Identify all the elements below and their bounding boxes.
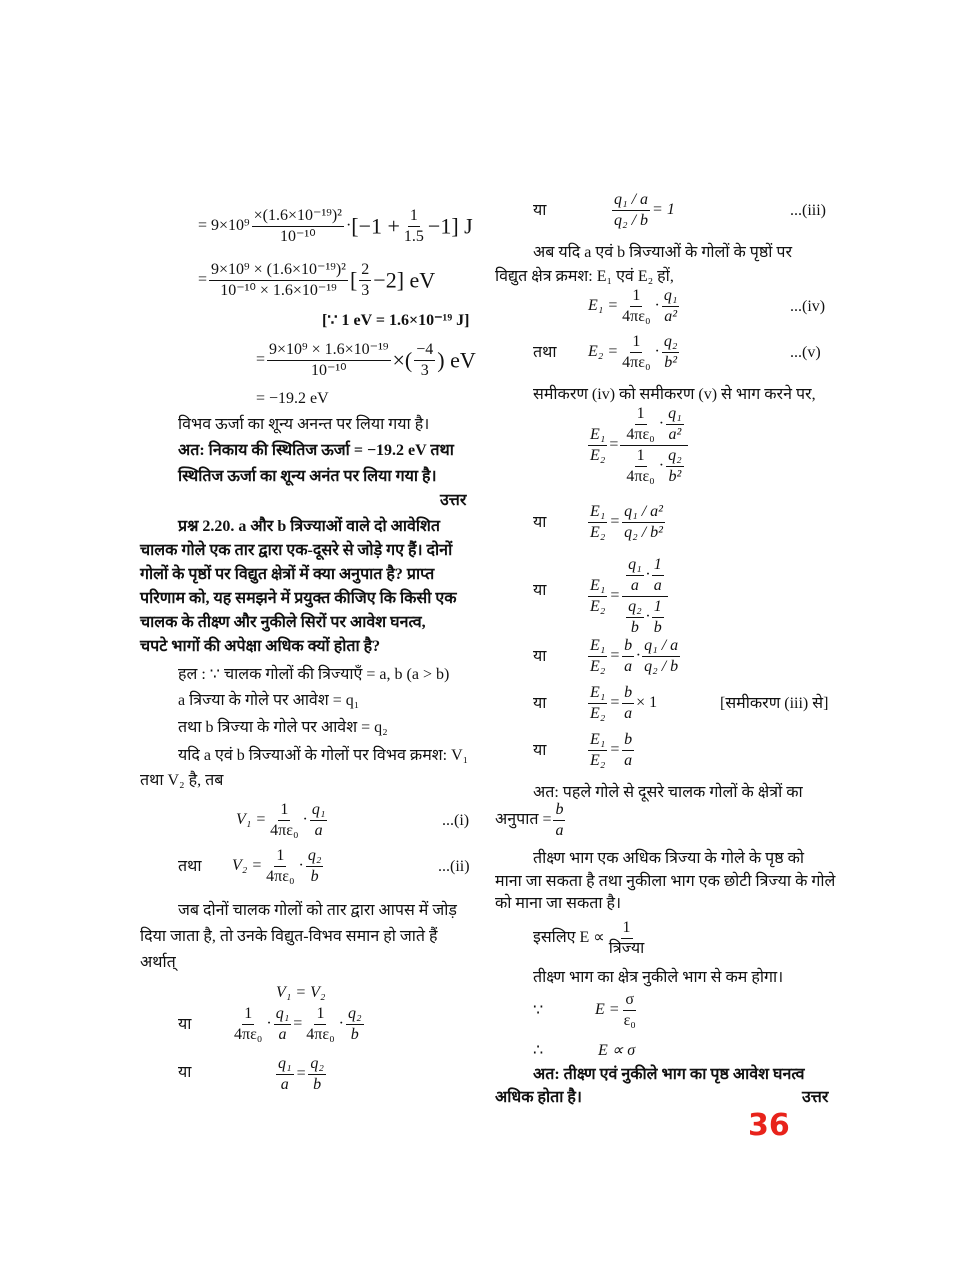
text-line: दिया जाता है, तो उनके विद्युत-विभव समान हो जाते हैं bbox=[140, 928, 438, 945]
equation-i: V₁ = $\frac{1}{\text{4πε₀}}$ · $\frac{\text{q₁}}{a}$ bbox=[236, 801, 326, 839]
answer-label: उत्तर bbox=[802, 1089, 829, 1106]
equation-prefix: या bbox=[533, 514, 547, 531]
equation-prefix: या bbox=[533, 582, 547, 599]
equation-ii: V₂ = $\frac{1}{\text{4πε₀}}$ · $\frac{\text{q₂}}{b}$ bbox=[232, 847, 322, 885]
equation-line: $\frac{\text{E₁}}{\text{E₂}}$ = $\frac{b}{a}$ bbox=[590, 731, 633, 769]
equation-tag: ...(iii) bbox=[790, 202, 826, 219]
text-line: अधिक होता है। bbox=[495, 1089, 582, 1106]
equation-tag: ...(iv) bbox=[790, 298, 826, 315]
equation-line: $\frac{\text{E₁}}{\text{E₂}}$ = $\frac{1}{\text{4πε₀}}$ · $\frac{\text{q₁}}{\text{a²}}$ $\frac{1}{\text{4πε₀}}$ · $\frac{\text{q₂}}{\text{b²}}$ bbox=[586, 404, 690, 487]
equation-line: $\frac{1}{\text{4πε₀}}$ · $\frac{\text{q₁}}{a}$ = $\frac{1}{\text{4πε₀}}$ · $\frac{\text{q₂}}{b}$ bbox=[234, 1005, 362, 1043]
equation-iv: E₁ = $\frac{1}{\text{4πε₀}}$ · $\frac{\text{q₁}}{\text{a²}}$ bbox=[588, 287, 678, 325]
equation-prefix: ∴ bbox=[533, 1042, 544, 1059]
equation-line: $\frac{\text{E₁}}{\text{E₂}}$ = $\frac{\text{q₁ / a²}}{\text{q₂ / b²}}$ bbox=[590, 503, 663, 541]
equation-prefix: तथा bbox=[178, 858, 202, 875]
text-line: अब यदि a एवं b त्रिज्याओं के गोलों के पृष्ठों पर bbox=[533, 244, 793, 261]
equation-v: E₂ = $\frac{1}{\text{4πε₀}}$ · $\frac{\text{q₂}}{\text{b²}}$ bbox=[588, 333, 678, 371]
answer-label: उत्तर bbox=[440, 492, 467, 509]
equation-line: = $\frac{\text{9×10⁹ × 1.6×10⁻¹⁹}}{\text{10⁻¹⁰}}$ ×( $\frac{-4}{3}$ ) eV bbox=[256, 341, 476, 379]
equation-reference: [समीकरण (iii) से] bbox=[720, 695, 829, 712]
solution-line: तथा V₂ है, तब bbox=[140, 772, 224, 789]
equation-line: = 9×10⁹ $\frac{\text{×(1.6×10⁻¹⁹)²}}{\text{10⁻¹⁰}}$ ·[−1 + $\frac{1}{1.5}$ −1] J bbox=[198, 207, 473, 245]
text-line: समीकरण (iv) को समीकरण (v) से भाग करने पर, bbox=[533, 386, 816, 403]
text-line: अर्थात् bbox=[140, 954, 176, 971]
text-line: तीक्ष्ण भाग का क्षेत्र नुकीले भाग से कम होगा। bbox=[533, 969, 784, 986]
question-line: चालक गोले एक तार द्वारा एक-दूसरे से जोड़े गए हैं। दोनों bbox=[140, 542, 453, 559]
equation-prefix: तथा bbox=[533, 344, 557, 361]
equation-prefix: या bbox=[178, 1016, 192, 1033]
solution-line: a त्रिज्या के गोले पर आवेश = q₁ bbox=[178, 692, 360, 709]
equation-tag: ...(ii) bbox=[438, 858, 470, 875]
text-line: स्थितिज ऊर्जा का शून्य अनंत पर लिया गया है। bbox=[178, 468, 437, 485]
equation-line: E = $\frac{\sigma}{\text{ε₀}}$ bbox=[595, 991, 636, 1029]
page-number: 36 bbox=[748, 1108, 790, 1143]
text-line: तीक्ष्ण भाग एक अधिक त्रिज्या के गोले के पृष्ठ को bbox=[533, 850, 805, 867]
equation-prefix: या bbox=[533, 648, 547, 665]
equation-line: $\frac{\text{E₁}}{\text{E₂}}$ = $\frac{\text{q₁}}{a}$ · $\frac{1}{a}$ $\frac{\text{q₂}}{b}$ · $\frac{1}{b}$ bbox=[586, 555, 670, 638]
solution-line: हल : ∵ चालक गोलों की त्रिज्याएँ = a, b (a > b) bbox=[178, 666, 450, 683]
equation-line: = −19.2 eV bbox=[256, 390, 329, 407]
text-line: अनुपात = $\frac{b}{a}$ bbox=[495, 801, 564, 839]
equation-prefix: या bbox=[178, 1064, 192, 1081]
text-line: इसलिए E ∝ $\frac{1}{\text{त्रिज्या}}$ bbox=[533, 919, 645, 957]
equation-line: $\frac{\text{q₁}}{a}$ = $\frac{\text{q₂}}{b}$ bbox=[278, 1055, 324, 1093]
equation-tag: ...(v) bbox=[790, 344, 821, 361]
text-line: जब दोनों चालक गोलों को तार द्वारा आपस में जोड़ bbox=[178, 902, 457, 919]
equation-line: E ∝ σ bbox=[598, 1042, 636, 1059]
text-line: को माना जा सकता है। bbox=[495, 895, 622, 912]
equation-line: V₁ = V₂ bbox=[276, 984, 326, 1001]
equation-line: = $\frac{\text{9×10⁹ × (1.6×10⁻¹⁹)²}}{\text{10⁻¹⁰ × 1.6×10⁻¹⁹}}$ [ $\frac{2}{3}$ −2] eV bbox=[198, 261, 436, 299]
equation-tag: ...(i) bbox=[442, 812, 470, 829]
question-line: गोलों के पृष्ठों पर विद्युत क्षेत्रों में क्या अनुपात है? प्राप्त bbox=[140, 566, 435, 583]
text-line: माना जा सकता है तथा नुकीला भाग एक छोटी त्रिज्या के गोले bbox=[495, 873, 836, 890]
equation-prefix: या bbox=[533, 695, 547, 712]
solution-line: यदि a एवं b त्रिज्याओं के गोलों पर विभव क्रमश: V₁ bbox=[178, 747, 469, 764]
equation-note: [∵ 1 eV = 1.6×10⁻¹⁹ J] bbox=[322, 312, 470, 329]
equation-iii: $\frac{\text{q₁ / a}}{\text{q₂ / b}}$ = 1 bbox=[614, 191, 675, 229]
solution-line: तथा b त्रिज्या के गोले पर आवेश = q₂ bbox=[178, 719, 388, 736]
equation-prefix: या bbox=[533, 202, 547, 219]
equation-prefix: ∵ bbox=[533, 1002, 544, 1019]
equation-prefix: या bbox=[533, 742, 547, 759]
question-line: प्रश्न 2.20. a और b त्रिज्याओं वाले दो आवेशित bbox=[178, 518, 441, 535]
text-line: अत: पहले गोले से दूसरे चालक गोलों के क्षेत्रों का bbox=[533, 784, 803, 801]
text-line: अत: तीक्ष्ण एवं नुकीले भाग का पृष्ठ आवेश घनत्व bbox=[533, 1066, 805, 1083]
question-line: चपटे भागों की अपेक्षा अधिक क्यों होता है? bbox=[140, 638, 381, 655]
equation-line: $\frac{\text{E₁}}{\text{E₂}}$ = $\frac{b}{a}$ · $\frac{\text{q₁ / a}}{\text{q₂ / b}}$ bbox=[590, 637, 679, 675]
equation-line: $\frac{\text{E₁}}{\text{E₂}}$ = $\frac{b}{a}$ × 1 bbox=[590, 684, 658, 722]
question-line: परिणाम को, यह समझने में प्रयुक्त कीजिए कि किसी एक bbox=[140, 590, 457, 607]
text-line: अत: निकाय की स्थितिज ऊर्जा = −19.2 eV तथा bbox=[178, 442, 454, 459]
text-line: विद्युत क्षेत्र क्रमश: E₁ एवं E₂ हों, bbox=[495, 268, 674, 285]
question-line: चालक के तीक्ष्ण और नुकीले सिरों पर आवेश घनत्व, bbox=[140, 614, 426, 631]
text-line: विभव ऊर्जा का शून्य अनन्त पर लिया गया है। bbox=[178, 416, 430, 433]
